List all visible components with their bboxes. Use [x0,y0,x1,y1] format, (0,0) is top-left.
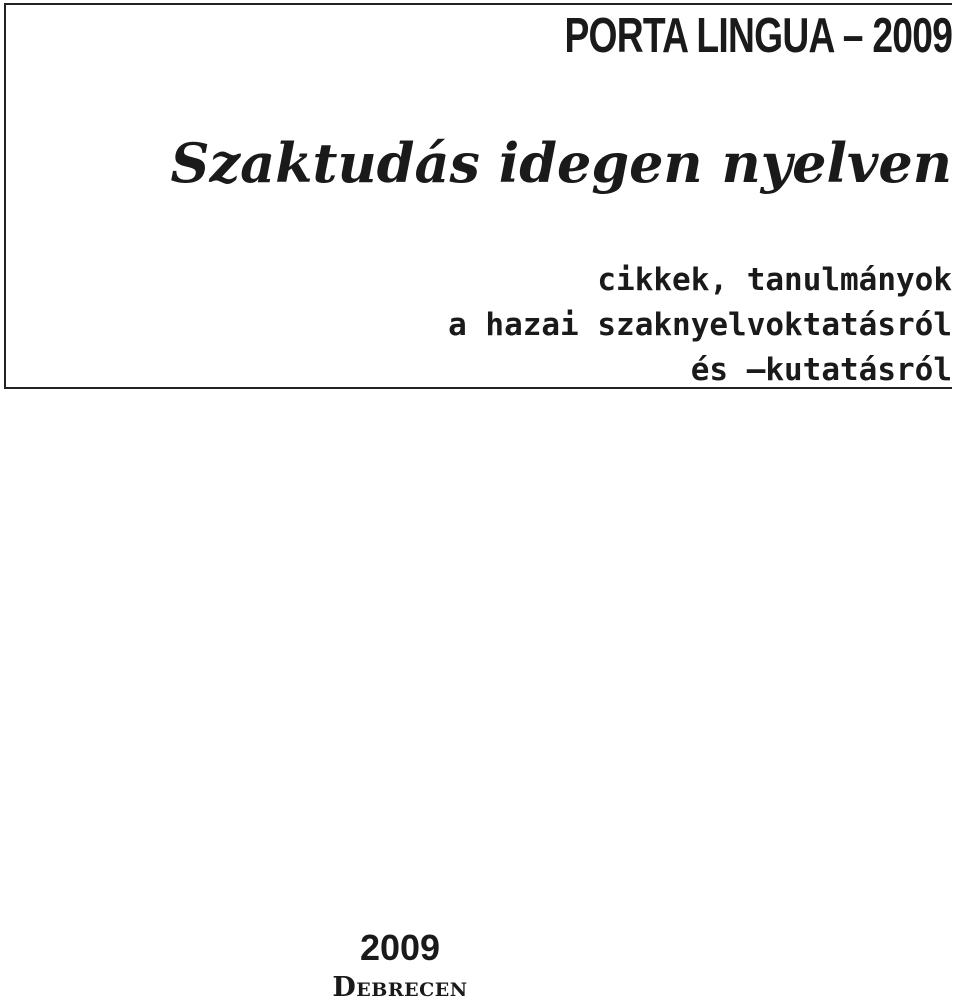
publication-year: 2009 [359,927,441,968]
subtitle-line-1: cikkek, tanulmányok [597,262,952,298]
main-title: Szaktudás idegen nyelven [170,131,952,195]
publication-city: Debrecen [332,972,468,1003]
subtitle-line-3: és –kutatásról [690,352,952,388]
subtitle-line-2: a hazai szaknyelvoktatásról [448,307,952,343]
subtitle [448,258,952,393]
series-title: PORTA LINGUA – 2009 [564,9,952,63]
